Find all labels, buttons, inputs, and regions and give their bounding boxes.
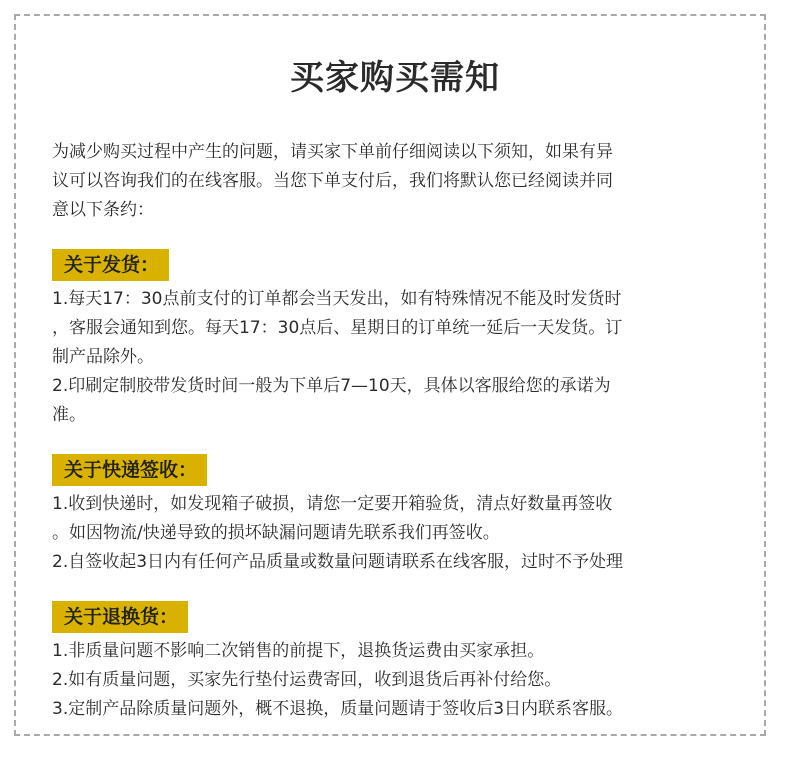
section-delivery	[52, 454, 742, 577]
section-line: 2.如有质量问题，买家先行垫付运费寄回，收到退货后再补付给您。	[52, 670, 562, 690]
section-returns	[52, 601, 742, 724]
section-line: 1.每天17：30点前支付的订单都会当天发出，如有特殊情况不能及时发货时	[52, 289, 622, 309]
section-line: 1.收到快递时，如发现箱子破损，请您一定要开箱验货，清点好数量再签收	[52, 494, 613, 514]
section-line: 制产品除外。	[52, 347, 154, 367]
section-line: 。如因物流/快递导致的损坏缺漏问题请先联系我们再签收。	[52, 523, 500, 543]
section-heading-returns: 关于退换货：	[52, 601, 188, 633]
section-line: 1.非质量问题不影响二次销售的前提下，退换货运费由买家承担。	[52, 641, 545, 661]
intro-line: 议可以咨询我们的在线客服。当您下单支付后，我们将默认您已经阅读并同	[52, 171, 613, 191]
section-line: ，客服会通知到您。每天17：30点后、星期日的订单统一延后一天发货。订	[52, 318, 623, 338]
notice-content	[52, 138, 742, 724]
section-lines-returns	[52, 637, 742, 724]
section-lines-delivery	[52, 490, 742, 577]
page-title: 买家购买需知	[290, 58, 500, 98]
section-heading-shipping: 关于发货：	[52, 249, 169, 281]
section-line: 3.定制产品除质量问题外，概不退换，质量问题请于签收后3日内联系客服。	[52, 699, 624, 719]
intro-line: 意以下条约：	[52, 200, 154, 220]
section-line: 2.自签收起3日内有任何产品质量或数量问题请联系在线客服，过时不予处理	[52, 552, 624, 572]
intro-paragraph	[52, 138, 742, 225]
section-heading-delivery: 关于快递签收：	[52, 454, 207, 486]
intro-line: 为减少购买过程中产生的问题，请买家下单前仔细阅读以下须知，如果有异	[52, 142, 613, 162]
section-line: 准。	[52, 405, 86, 425]
section-lines-shipping	[52, 285, 742, 430]
section-shipping	[52, 249, 742, 430]
section-line: 2.印刷定制胶带发货时间一般为下单后7—10天，具体以客服给您的承诺为	[52, 376, 611, 396]
